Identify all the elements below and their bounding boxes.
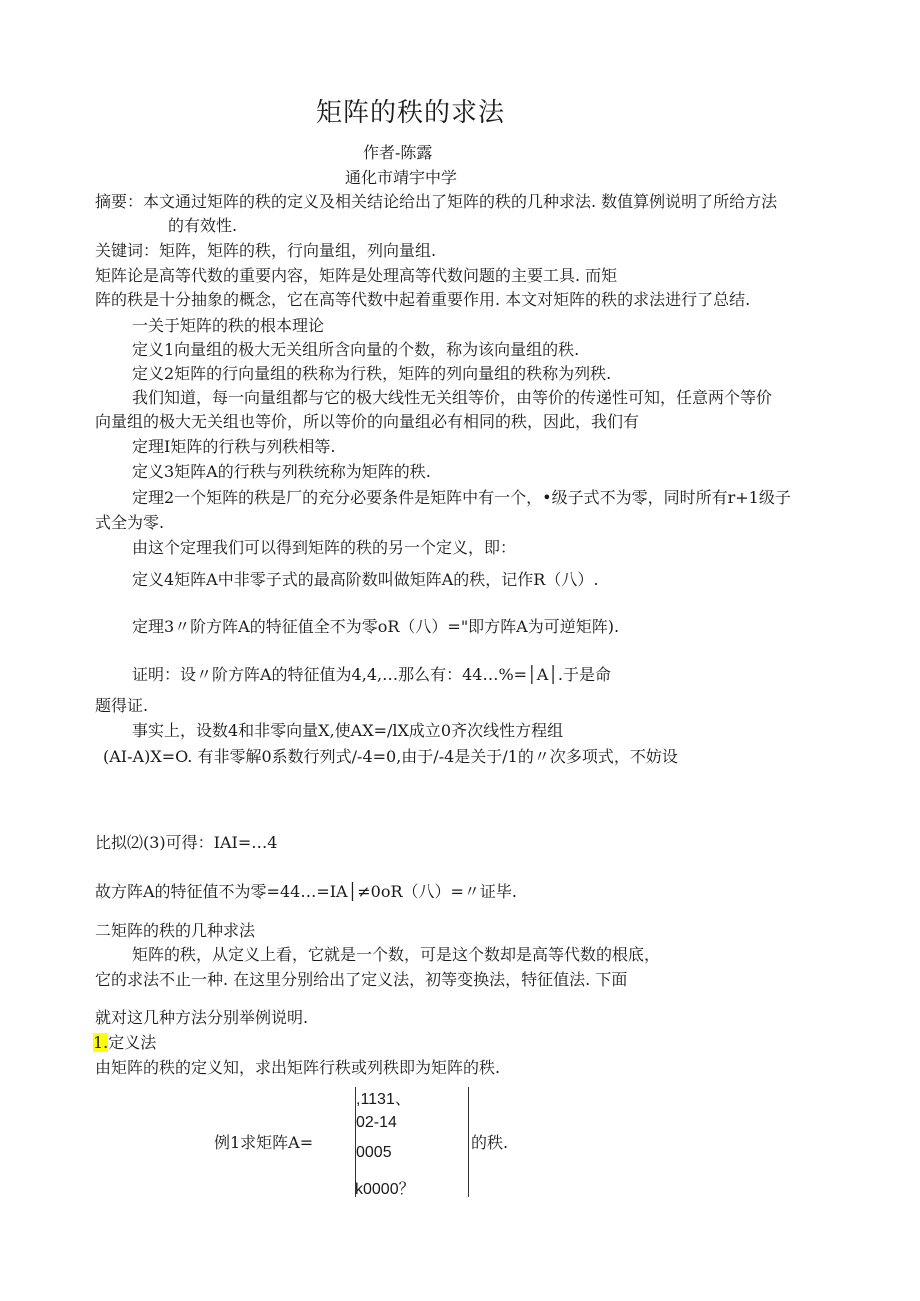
definition-3: 定义3矩阵A的行秩与列秩统称为矩阵的秩. (132, 462, 431, 481)
intro-line-2: 阵的秩是十分抽象的概念，它在高等代数中起着重要作用. 本文对矩阵的秩的求法进行了总结. (95, 290, 751, 309)
abstract-line-1: 摘要：本文通过矩阵的秩的定义及相关结论给出了矩阵的秩的几种求法. 数值算例说明了所给方法 (95, 192, 778, 211)
paragraph-3: 事实上，设数4和非零向量X,使AX=/lX成立0齐次线性方程组 (132, 721, 564, 740)
definition-1: 定义1向量组的极大无关组所含向量的个数，称为该向量组的秩. (132, 340, 580, 359)
comparison-line: 比拟⑵(3)可得：IAI=…4 (95, 833, 278, 852)
definition-4: 定义4矩阵A中非零子式的最高阶数叫做矩阵A的秩，记作R（八）. (132, 570, 599, 589)
method-1-number: 1. (93, 1033, 109, 1052)
theorem-2-line-2: 式全为零. (95, 513, 165, 532)
conclusion-line: 故方阵A的特征值不为零=44…=IA│≠0oR（八）=〃证毕. (95, 882, 517, 901)
section-heading-1: 一关于矩阵的秩的根本理论 (132, 316, 325, 335)
intro-line-1: 矩阵论是高等代数的重要内容，矩阵是处理高等代数问题的主要工具. 而矩 (95, 266, 618, 285)
paragraph-5-line-2: 它的求法不止一种. 在这里分别给出了定义法，初等变换法，特征值法. 下面 (95, 970, 628, 989)
theorem-3: 定理3〃阶方阵A的特征值全不为零oR（八）="即方阵A为可逆矩阵). (132, 617, 620, 636)
section-heading-2: 二矩阵的秩的几种求法 (95, 921, 256, 940)
paragraph-5-line-1: 矩阵的秩，从定义上看，它就是一个数，可是这个数却是高等代数的根底， (132, 945, 661, 964)
definition-2: 定义2矩阵的行向量组的秩称为行秩，矩阵的列向量组的秩称为列秩. (132, 364, 612, 383)
method-1-label: 定义法 (108, 1033, 157, 1052)
proof-line-2: 题得证. (95, 696, 149, 715)
keywords-line: 关键词：矩阵，矩阵的秩，行向量组，列向量组. (95, 241, 437, 260)
paragraph-1-line-1: 我们知道，每一向量组都与它的极大线性无关组等价，由等价的传递性可知，任意两个等价 (132, 388, 773, 407)
matrix-row-3: 0005 (356, 1144, 392, 1161)
matrix-row-2: 02-14 (356, 1114, 397, 1131)
affiliation-line: 通化市靖宇中学 (345, 168, 458, 187)
abstract-line-2: 的有效性. (168, 216, 238, 235)
theorem-2-line-1: 定理2一个矩阵的秩是厂的充分必要条件是矩阵中有一个，•级子式不为零，同时所有r+1级子 (132, 488, 791, 507)
author-line: 作者-陈露 (363, 143, 433, 162)
theorem-1: 定理I矩阵的行秩与列秩相等. (132, 437, 336, 456)
page-title: 矩阵的秩的求法 (316, 98, 506, 128)
paragraph-2: 由这个定理我们可以得到矩阵的秩的另一个定义，即： (132, 538, 517, 557)
example-1-label: 例1求矩阵A= (214, 1133, 314, 1152)
method-1-description: 由矩阵的秩的定义知，求出矩阵行秩或列秩即为矩阵的秩. (95, 1058, 501, 1077)
proof-line-1: 证明：设〃阶方阵A的特征值为4,4,…那么有：44…%=│A│.于是命 (132, 665, 611, 684)
method-1-heading (93, 1033, 156, 1053)
example-1-suffix: 的秩. (471, 1133, 509, 1152)
matrix-right-bar (468, 1087, 469, 1197)
paragraph-1-line-2: 向量组的极大无关组也等价，所以等价的向量组必有相同的秩，因此，我们有 (95, 412, 640, 431)
matrix-row-1: ,1131、 (356, 1091, 411, 1108)
paragraph-6: 就对这几种方法分别举例说明. (95, 1008, 309, 1027)
paragraph-4: (AI-A)X=O. 有非零解0系数行列式/-4=0,由于/-4是关于/1的〃次多项式，不妨设 (103, 747, 678, 766)
matrix-row-4: k0000？ (355, 1181, 415, 1198)
